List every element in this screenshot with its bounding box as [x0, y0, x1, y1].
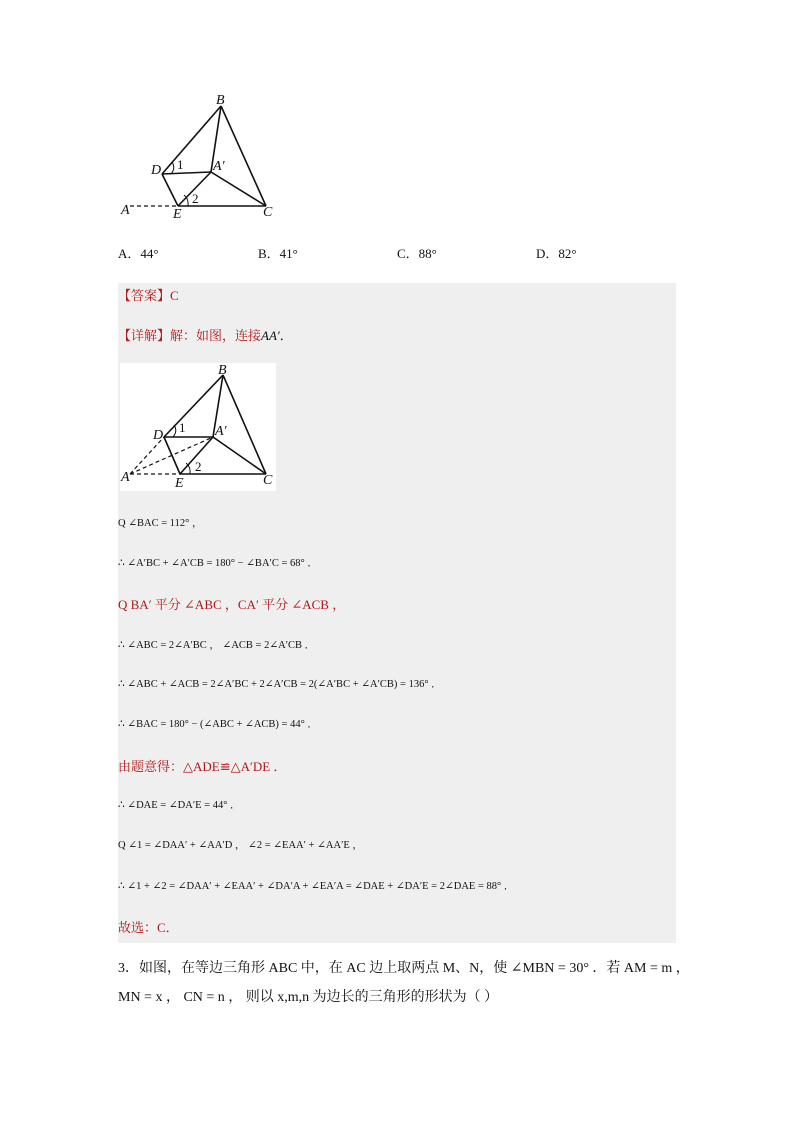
detail-line: 【详解】解：如图，连接AA′． [118, 328, 293, 343]
label-E: E [173, 207, 182, 222]
answer-options [118, 243, 678, 261]
step-10: ∴ ∠1 + ∠2 = ∠DAA′ + ∠EAA′ + ∠DA′A + ∠EA′A = ∠DAE + ∠DA′E = 2∠DAE = 88° ． [118, 881, 515, 892]
option-a[interactable]: A．44° [118, 246, 159, 261]
step-4: ∴ ∠ABC = 2∠A′BC ， ∠ACB = 2∠A′CB ． [118, 640, 316, 651]
label-A: A [121, 203, 130, 218]
step-9: Q ∠1 = ∠DAA′ + ∠AA′D ， ∠2 = ∠EAA′ + ∠AA′E ， [118, 840, 363, 851]
detail-tag: 【详解】 [118, 328, 171, 343]
answer-block [118, 283, 676, 943]
step-6: ∴ ∠BAC = 180° − (∠ABC + ∠ACB) = 44° ． [118, 719, 318, 730]
label-A-prime: A′ [215, 424, 227, 439]
step-7: 由题意得：△ADE≌△A′DE ． [118, 759, 287, 774]
answer-value: C [170, 288, 179, 303]
label-angle-1: 1 [177, 157, 184, 172]
option-b[interactable]: B．41° [258, 246, 298, 261]
option-d[interactable]: D．82° [536, 246, 577, 261]
label-C: C [263, 205, 273, 220]
answer-line [118, 285, 179, 304]
detail-text: 解：如图，连接 [170, 328, 262, 343]
label-D: D [151, 163, 162, 178]
figure-1 [118, 92, 288, 222]
label-B: B [216, 93, 225, 108]
step-2: ∴ ∠A′BC + ∠A′CB = 180° − ∠BA′C = 68° ． [118, 558, 318, 569]
label-angle-2: 2 [195, 459, 202, 474]
step-8: ∴ ∠DAE = ∠DA′E = 44° ． [118, 800, 241, 811]
step-3: Q BA′ 平分 ∠ABC ，CA′ 平分 ∠ACB ， [118, 597, 346, 612]
option-c[interactable]: C．88° [397, 246, 437, 261]
question-3-line-1: 3．如图，在等边三角形 ABC 中，在 AC 边上取两点 M、N，使 ∠MBN = 30° ．若 AM = m ， [118, 961, 690, 976]
step-11-conclusion: 故选：C． [118, 920, 179, 935]
label-E: E [175, 476, 184, 491]
label-A: A [121, 470, 130, 485]
label-B: B [218, 363, 227, 378]
question-3-line-2: MN = x ， CN = n ， 则以 x,m,n 为边长的三角形的形状为（ ） [118, 990, 499, 1005]
figure-2 [120, 363, 276, 491]
label-angle-2: 2 [192, 191, 199, 206]
answer-tag: 【答案】 [118, 288, 171, 303]
label-C: C [263, 473, 273, 488]
label-D: D [153, 428, 164, 443]
detail-var: AA′ [261, 328, 280, 343]
label-A-prime: A′ [213, 159, 225, 174]
step-1: Q ∠BAC = 112° ， [118, 518, 203, 529]
step-5: ∴ ∠ABC + ∠ACB = 2∠A′BC + 2∠A′CB = 2(∠A′BC + ∠A′CB) = 136° ． [118, 679, 442, 690]
label-angle-1: 1 [179, 420, 186, 435]
